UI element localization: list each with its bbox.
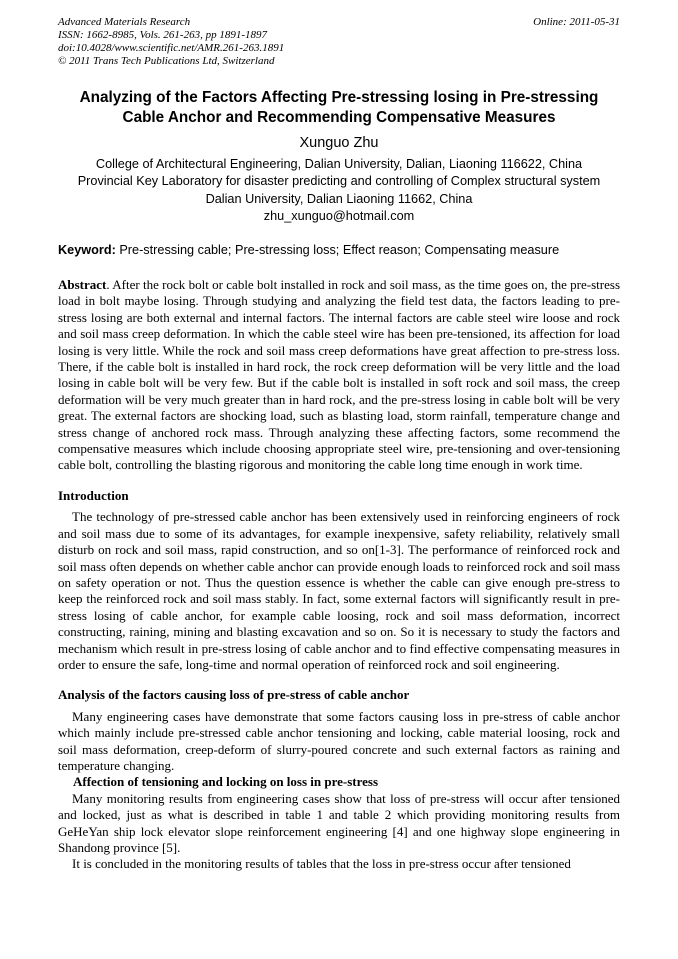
doi-line: doi:10.4028/www.scientific.net/AMR.261-263.1891	[58, 41, 285, 54]
author-name: Xunguo Zhu	[299, 134, 379, 151]
abstract-text: . After the rock bolt or cable bolt installed in rock and soil mass, as the time goes on, the pre-stress load in bolt maybe losing. Through studying and analyzing the field test data, the factors leading to pre-stress losing are both external and internal factors. The internal factors are cable steel wire loose and rock and soil mass creep deformation. In which the cable steel wire has been pre-tensioned, its affection for load losing is very little. While the rock and soil mass creep deformations have great affection to pre-stress loss. There, if the cable bolt is installed in hard rock, the rock creep deformation will be very little and the load losing in cable bolt will be very few. But if the cable bolt is installed in soft rock and soil mass, the creep deformation will be very much greater than in hard rock, and the pre-stress losing in cable bolt will be very great. The external factors are shocking load, such as blasting load, storm rainfall, temperature change and stress change of anchored rock mass. Through analyzing these affecting factors, some recommend the compensative measures which include choosing appropriate steel wire, pre-tensioning and over-tensioning cable bolt, controlling the blasting rigorous and monitoring the cable long time enough in work time.	[58, 277, 620, 473]
analysis-paragraph-1: Many engineering cases have demonstrate that some factors causing loss in pre-stress of cable anchor which mainly include pre-stressed cable anchor tensioning and locking, cable material loosing, rock and soil mass deformation, creep-deform of slurry-poured concrete and such external factors as raining and temperature changing.	[58, 708, 620, 773]
journal-name: Advanced Materials Research	[58, 16, 191, 28]
affiliation-line-2: Provincial Key Laboratory for disaster predicting and controlling of Complex structural system	[77, 174, 601, 189]
abstract-paragraph	[58, 277, 620, 474]
online-date: Online: 2011-05-31	[533, 16, 620, 28]
subsection-heading-affection: Affection of tensioning and locking on loss in pre-stress	[73, 774, 379, 790]
paper-title: Analyzing of the Factors Affecting Pre-stressing losing in Pre-stressing Cable Anchor and Recommending Compensative Measures	[79, 88, 599, 126]
affection-paragraph-1: Many monitoring results from engineering cases show that loss of pre-stress will occur after tensioned and locked, just as what is described in table 1 and table 2 which providing monitoring results from GeHeYan ship lock elevator slope reinforcement engineering [4] and one highway slope engineering in Shandong province [5].	[58, 790, 620, 855]
section-heading-analysis: Analysis of the factors causing loss of pre-stress of cable anchor	[58, 687, 410, 703]
journal-header	[58, 16, 620, 68]
affiliation-line-3: Dalian University, Dalian Liaoning 11662, China	[205, 191, 473, 206]
author-email: zhu_xunguo@hotmail.com	[263, 209, 415, 224]
keyword-label: Keyword:	[58, 243, 116, 257]
section-heading-introduction: Introduction	[58, 487, 129, 503]
copyright-line: © 2011 Trans Tech Publications Ltd, Switzerland	[58, 54, 275, 67]
issn-line: ISSN: 1662-8985, Vols. 261-263, pp 1891-1897	[58, 28, 267, 41]
affiliation-block	[58, 156, 620, 226]
journal-info-block	[58, 16, 284, 68]
introduction-paragraph: The technology of pre-stressed cable anchor has been extensively used in reinforcing engineers of rock and soil mass due to some of its advantages, for example inexpensive, safety reliability, relatively small disturb on rock and soil mass, rapid construction, and so on[1-3]. The performance of reinforced rock and soil mass often depends on whether cable anchor can provide enough loads to reinforced rock and soil mass on safety operation or not. Thus the question essence is whether the cable can give enough pre-stress to keep the reinforced rock and soil mass stably. In fact, some external factors will significantly result in pre-stress losing of cable anchor, for example cable loosing, rock and soil mass deformation, incorrect constructing, raining, mining and blasting excavation and so on. So it is necessary to study the factors and mechanism which result in pre-stress losing of cable anchor and to find effective compensating measures in order to ensure the safe, long-time and normal operation of reinforced rock and soil engineering.	[58, 509, 620, 672]
affection-paragraph-2: It is concluded in the monitoring results of tables that the loss in pre-stress occur after tensioned	[72, 856, 571, 872]
keyword-text: Pre-stressing cable; Pre-stressing loss; Effect reason; Compensating measure	[119, 243, 560, 257]
keywords-line	[58, 242, 620, 258]
abstract-label: Abstract	[58, 277, 107, 292]
affiliation-line-1: College of Architectural Engineering, Dalian University, Dalian, Liaoning 116622, China	[95, 156, 583, 171]
